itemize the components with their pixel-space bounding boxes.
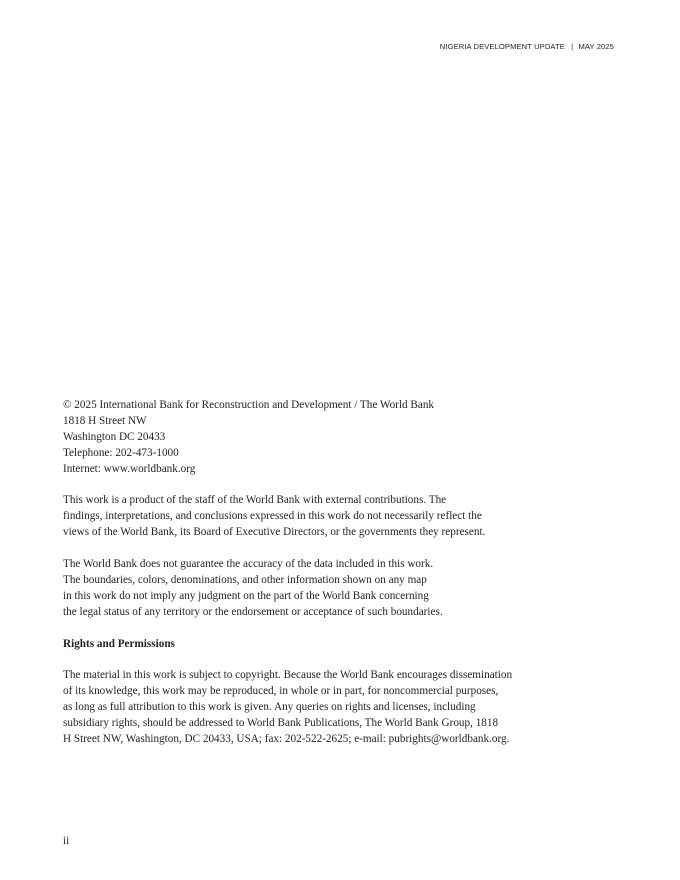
copyright-page-body	[63, 398, 623, 764]
rights-line: of its knowledge, this work may be reproduced, in whole or in part, for noncommercial purposes,	[63, 685, 499, 698]
rights-line: H Street NW, Washington, DC 20433, USA; fax: 202-522-2625; e-mail: pubrights@worldbank.org.	[63, 732, 510, 745]
accuracy-line: The boundaries, colors, denominations, and other information shown on any map	[63, 573, 427, 586]
disclaimer-line: This work is a product of the staff of the World Bank with external contributions. The	[63, 494, 447, 507]
rights-paragraph	[63, 668, 623, 748]
rights-line: subsidiary rights, should be addressed to World Bank Publications, The World Bank Group, 1818	[63, 717, 499, 730]
publisher-address	[63, 398, 623, 478]
telephone-line: Telephone: 202-473-1000	[63, 446, 179, 459]
rights-line: as long as full attribution to this work is given. Any queries on rights and licenses, including	[63, 701, 476, 714]
disclaimer-paragraph	[63, 493, 623, 541]
rights-line: The material in this work is subject to copyright. Because the World Bank encourages dissemination	[63, 669, 513, 682]
running-header	[440, 42, 614, 51]
disclaimer-line: views of the World Bank, its Board of Executive Directors, or the governments they represent.	[63, 526, 486, 539]
rights-heading-block	[63, 637, 623, 653]
accuracy-line: the legal status of any territory or the endorsement or acceptance of such boundaries.	[63, 605, 443, 618]
header-separator: |	[571, 42, 574, 51]
page-number: ii	[63, 835, 70, 847]
report-date: MAY 2025	[578, 42, 614, 51]
accuracy-line: The World Bank does not guarantee the accuracy of the data included in this work.	[63, 558, 434, 571]
copyright-line: © 2025 International Bank for Reconstruction and Development / The World Bank	[63, 399, 435, 411]
report-title: NIGERIA DEVELOPMENT UPDATE	[439, 42, 565, 51]
disclaimer-line: findings, interpretations, and conclusions expressed in this work do not necessarily reflect the	[63, 510, 482, 523]
accuracy-paragraph	[63, 557, 623, 621]
city-line: Washington DC 20433	[63, 430, 166, 443]
street-line: 1818 H Street NW	[63, 414, 147, 427]
internet-line: Internet: www.worldbank.org	[63, 462, 196, 475]
accuracy-line: in this work do not imply any judgment on the part of the World Bank concerning	[63, 589, 429, 602]
rights-heading: Rights and Permissions	[63, 637, 175, 650]
